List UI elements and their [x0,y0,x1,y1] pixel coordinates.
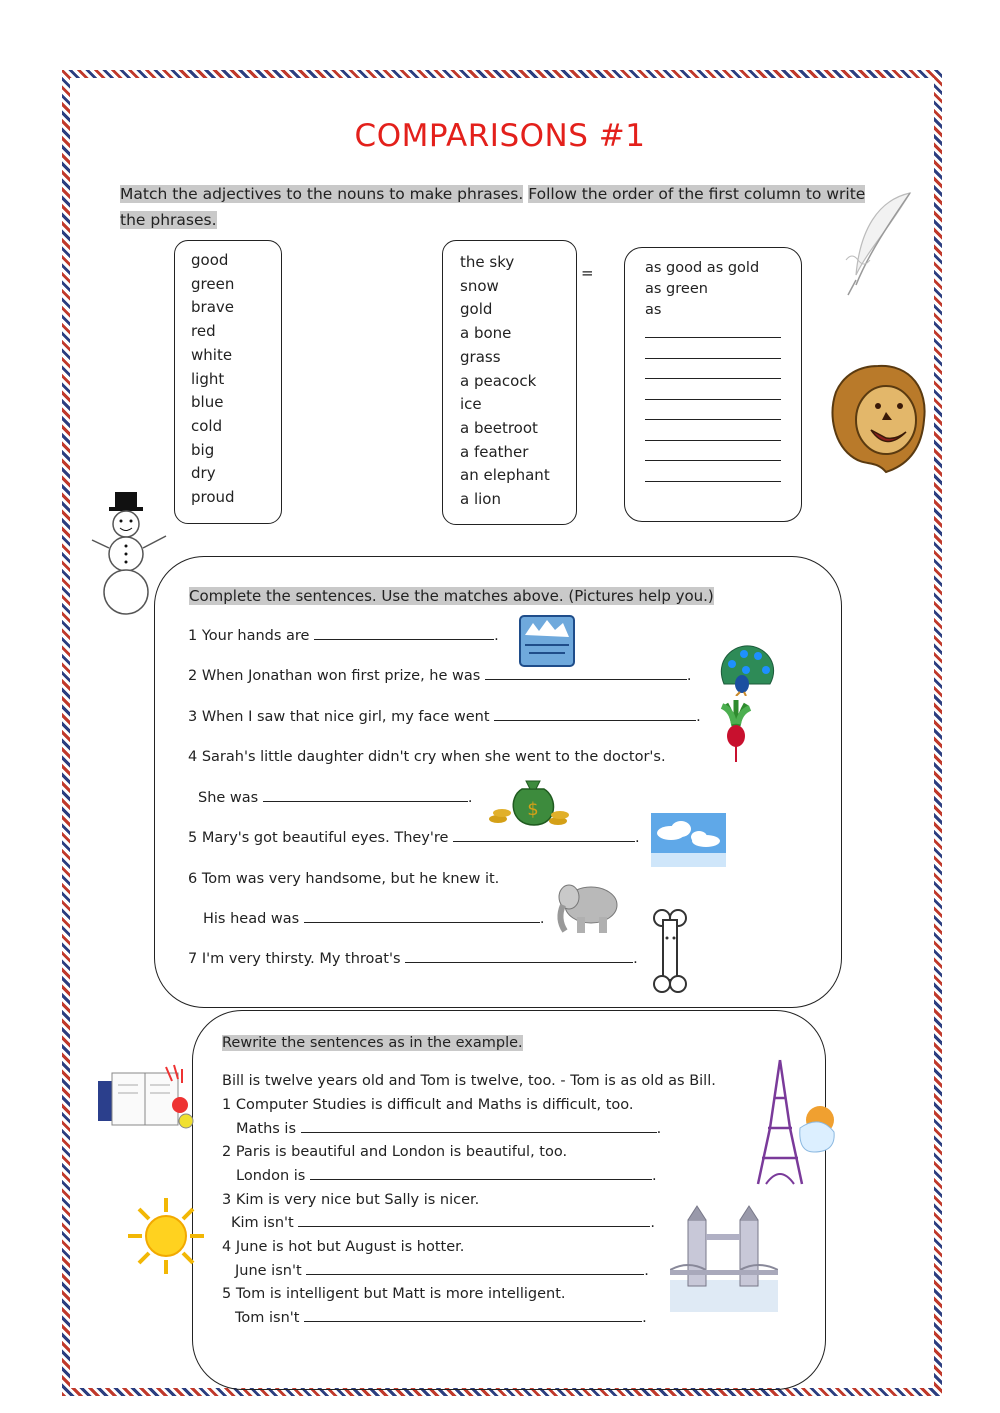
answer-write-line[interactable] [645,399,781,400]
answer-blank-4[interactable] [306,1273,644,1275]
beetroot-picture [716,700,756,765]
peacock-picture [714,640,780,696]
answer-blank-3[interactable] [298,1225,650,1227]
sun-picture [126,1196,206,1276]
instruction-part1: Match the adjectives to the nouns to make phrases. [120,185,524,203]
answer-write-line[interactable] [645,358,781,359]
answer-write-line[interactable] [645,378,781,379]
question-4: 4 June is hot but August is hotter. [222,1239,465,1255]
equals-sign: = [581,264,594,282]
adjective-item: proud [191,488,235,507]
adjective-item: white [191,345,233,364]
answer-write-line[interactable] [645,440,781,441]
sentence-7: 7 I'm very thirsty. My throat's . [188,951,638,967]
noun-item: an elephant [460,466,550,485]
nouns-list [460,251,550,512]
question-5-answer: Tom isn't . [235,1310,647,1326]
question-2: 2 Paris is beautiful and London is beautiful, too. [222,1144,568,1160]
answer-write-line[interactable] [645,460,781,461]
sentence-3: 3 When I saw that nice girl, my face went . [188,709,701,725]
answer-write-line[interactable] [645,419,781,420]
blank-6[interactable] [304,921,540,923]
question-1: 1 Computer Studies is difficult and Maths is difficult, too. [222,1097,634,1113]
sentence-6b: His head was . [203,911,545,927]
sentence-2: 2 When Jonathan won first prize, he was . [188,668,692,684]
noun-item: a feather [460,442,529,461]
question-2-answer: London is . [236,1168,657,1184]
answer-blank-5[interactable] [304,1320,642,1322]
answer-blank-2[interactable] [310,1178,652,1180]
blank-2[interactable] [485,678,687,680]
feather-picture [838,185,918,300]
blank-5[interactable] [453,840,635,842]
sentence-1: 1 Your hands are . [188,628,499,644]
adjective-item: blue [191,393,224,412]
answer-item: as [645,302,662,318]
answer-write-line[interactable] [645,337,781,338]
snowman-picture [88,490,170,615]
svg-text:$: $ [527,799,539,820]
money-bag-picture [488,775,572,829]
adjectives-list [191,249,235,510]
noun-item: snow [460,276,499,295]
section1-instruction [120,181,880,233]
blank-7[interactable] [405,961,633,963]
answer-item: as green [645,281,708,297]
adjective-item: big [191,440,215,459]
example-sentence: Bill is twelve years old and Tom is twelve, too. - Tom is as old as Bill. [222,1073,716,1089]
books-picture [94,1063,198,1133]
question-3-answer: Kim isn't . [231,1215,655,1231]
question-4-answer: June isn't . [235,1263,649,1279]
noun-item: a peacock [460,371,537,390]
answer-write-line[interactable] [645,481,781,482]
adjective-item: light [191,369,225,388]
question-5: 5 Tom is intelligent but Matt is more intelligent. [222,1286,566,1302]
answers-list [645,258,759,321]
adjective-item: dry [191,464,216,483]
elephant-picture [553,875,629,937]
blank-1[interactable] [314,638,494,640]
bone-picture [650,908,690,994]
noun-item: gold [460,300,493,319]
sentence-6: 6 Tom was very handsome, but he knew it. [188,871,500,887]
noun-item: grass [460,347,501,366]
answer-item: as good as gold [645,260,760,276]
section2-instruction: Complete the sentences. Use the matches above. (Pictures help you.) [189,587,714,605]
instruction-part2: Follow the order of the first column to write the phrases. [120,185,866,229]
noun-item: a beetroot [460,418,538,437]
lion-picture [826,360,930,480]
section3-instruction: Rewrite the sentences as in the example. [222,1035,523,1051]
blank-3[interactable] [494,719,696,721]
eiffel-tower-picture [730,1058,836,1188]
answer-blank-1[interactable] [301,1131,657,1133]
sky-picture [651,813,726,867]
noun-item: a lion [460,490,501,509]
page-title: COMPARISONS #1 [354,118,646,154]
question-1-answer: Maths is . [236,1121,662,1137]
adjective-item: brave [191,298,234,317]
sentence-4: 4 Sarah's little daughter didn't cry when she went to the doctor's. [188,749,666,765]
blank-4[interactable] [263,800,468,802]
sentence-4b: She was . [198,790,473,806]
adjective-item: red [191,322,216,341]
tower-bridge-picture [670,1200,778,1312]
noun-item: a bone [460,324,512,343]
noun-item: the sky [460,253,515,271]
noun-item: ice [460,395,482,414]
question-3: 3 Kim is very nice but Sally is nicer. [222,1192,480,1208]
ice-picture [519,615,575,667]
adjective-item: cold [191,416,223,435]
adjective-item: green [191,274,235,293]
sentence-5: 5 Mary's got beautiful eyes. They're . [188,830,640,846]
adjective-item: good [191,251,229,269]
